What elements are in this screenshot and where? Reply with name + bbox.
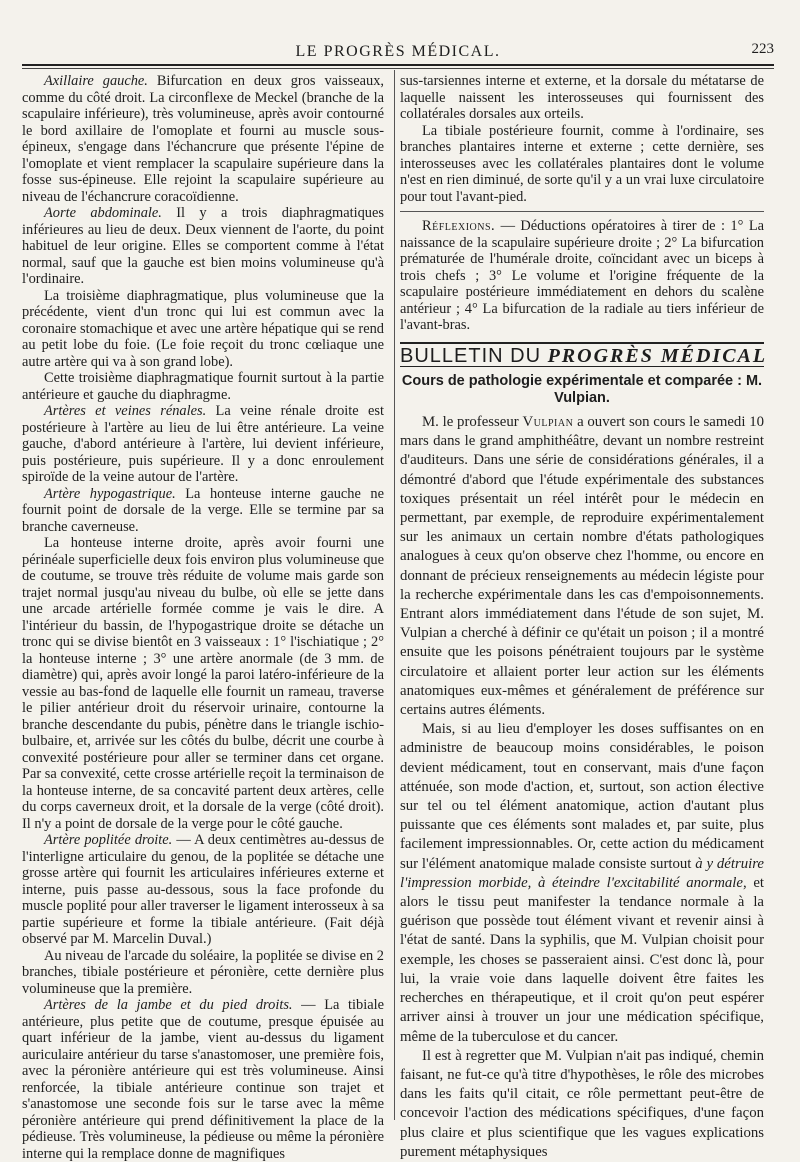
subheading-poplitee: Artère poplitée droite. — [44, 832, 173, 848]
subheading-renales: Artères et veines rénales. — [44, 403, 207, 419]
paragraph-text: — Déductions opératoires à tirer de : 1° La naissance de la scapulaire supérieure droite ; 2° La bifurcation prématurée de l'humérale droite, coïncidant avec un biceps à trois chefs ; 3° Le volume et l'origine fréquente de la scapulaire postérieure immédiatement en dehors du scalène antérieur ; 4° La bifurcation de la radiale au tiers inférieur de l'avant-bras. — [400, 218, 764, 333]
subheading-aorte: Aorte abdominale. — [44, 205, 162, 221]
bulletin-title-plain: BULLETIN DU — [400, 344, 548, 367]
paragraph-jambe-pied — [22, 997, 384, 1162]
header-rule — [22, 64, 774, 66]
italic-phrase: à y détruire l'impression morbide, à éteindre l'excitabilité anormale — [400, 855, 764, 891]
paragraph-renales — [22, 403, 384, 486]
paragraph-tibiale-posterieure: La tibiale postérieure fournit, comme à l'ordinaire, ses branches plantaires interne et externe ; cette dernière, ses interosseuses avec les collatérales plantaires dont le volume n'est en rien diminué, de sorte qu'il y a un vrai luxe circulatoire pour tout l'avant-pied. — [400, 122, 764, 205]
subheading-axillaire: Axillaire gauche. — [44, 73, 148, 89]
subheading-reflexions: Réflexions. — [422, 218, 496, 234]
paragraph-microbes: Il est à regretter que M. Vulpian n'ait pas indiqué, chemin faisant, ne fut-ce qu'à titre d'hypothèses, le rôle des microbes dans les faits qu'il citait, ce rôle permettant peut-être de concevoir l'action des médications spécifiques, d'une façon plus claire et plus scientifique que les vagues explications purement métaphysiques — [400, 1047, 764, 1160]
paragraph-poplitee — [22, 832, 384, 948]
paragraph-aorte — [22, 205, 384, 288]
bulletin-title — [400, 342, 768, 368]
subheading-hypogastrique: Artère hypogastrique. — [44, 485, 176, 502]
right-column — [400, 73, 768, 1162]
running-header — [22, 38, 774, 62]
paragraph-continuation: sus-tarsiennes interne et externe, et la dorsale du métatarse de laquelle naissent les interosseuses qui fournissent des collatérales dorsales aux orteils. — [400, 73, 764, 122]
divider — [400, 211, 764, 212]
paragraph-text: — A deux centimètres au-dessus de l'interligne articulaire du genou, de la poplitée se détache une grosse artère qui fournit les articulaires inférieures externe et interne, puis passe au-dessous, sous la face profonde du muscle poplité pour aller traverser le ligament interosseux à sa partie supérieure et forme la tibiale antérieure. (Fait déjà observé par M. Marcelin Duval.) — [22, 832, 384, 947]
paragraph-honteuse: La honteuse interne droite, après avoir fourni une périnéale superficielle deux fois environ plus volumineuse que de coutume, se trouve très réduite de volume mais garde son trajet normal jusqu'au niveau du bulbe, où elle se jette dans une arcade artérielle formée comme je vais le dire. A l'intérieur du bassin, de l'hypogastrique droite se détache un tronc qui se divise bientôt en 3 vaisseaux : 1° l'ischiatique ; 2° la honteuse interne ; 3° une artère anormale (de 3 mm. de diamètre) qui, après avoir longé la paroi latéro-inférieure de la vessie au bas-fond de laquelle elle fournit un rameau, traverse le pilier antérieur droit du réservoir urinaire, contourne la branche descendante du pubis, pénètre dans le triangle ischio-bulbaire, et, arrivée sur les côtés du bulbe, décrit une courbe à convexité postérieure pour aller se terminer dans cet organe. Par sa convexité, cette crosse artérielle reçoit la terminaison de la honteuse interne, de sa concavité partent deux artères, celle du corps caverneux droit, et la dorsale de la verge (côté droit). Il n'y a point de dorsale de la verge pour le côté gauche. — [22, 535, 385, 832]
journal-title: LE PROGRÈS MÉDICAL. — [295, 43, 501, 60]
paragraph-cours — [400, 413, 764, 720]
paragraph-reflexions — [400, 218, 764, 334]
column-divider — [394, 70, 395, 1120]
paragraph-text: La veine rénale droite est postérieure à l'artère au lieu de lui être antérieure. La veine gauche, d'abord antérieure à l'artère, lui devient inférieure, puis postérieure, puis supérieure. Il y a donc enroulement spiroïde de la veine autour de l'artère. — [22, 403, 384, 485]
left-column — [22, 73, 384, 1162]
paragraph-hypogastrique — [22, 486, 384, 536]
paragraph-diaphragmatique-2: Cette troisième diaphragmatique fournit surtout à la partie antérieure et gauche du diaphragme. — [22, 370, 384, 403]
paragraph-text: , et alors le tissu peut manifester la tendance normale à la guérison que possède tout élément vivant et revenir ainsi à l'état de santé. Dans la syphilis, que M. Vulpian choisit pour exemple, les choses se passeraient ainsi. C'est donc là, pour lui, la vraie voie dans laquelle doivent être faites les recherches en thérapeutique, et il croit qu'on peut espérer arriver ainsi à trouver un jour une médication spécifique, même de la tuberculose et du cancer. — [400, 874, 764, 1045]
paragraph-soleaire: Au niveau de l'arcade du soléaire, la poplitée se divise en 2 branches, tibiale postérieure et péronière, cette dernière plus volumineuse que la première. — [22, 947, 384, 997]
paragraph-text: — La tibiale antérieure, plus petite que de coutume, presque épuisée au quart inférieur de la jambe, vient au-dessus du ligament auriculaire antérieur du tarse s'anastomoser, une première fois, avec la péronière antérieure qui est très volumineuse. Ainsi renforcée, la tibiale antérieure continue son trajet et s'anastomose une seconde fois sur le tarse avec la même péronière antérieure qui prend définitivement la place de la pédieuse. Très volumineuse, la pédieuse ou même la péronière interne qui la remplace donne de magnifiques — [22, 997, 384, 1162]
paragraph-text: La honteuse interne gauche ne fournit point de dorsale de la verge. Elle se termine par sa branche caverneuse. — [22, 485, 384, 535]
paragraph-text: Bifurcation en deux gros vaisseaux, comme du côté droit. La circonflexe de Meckel (branche de la scapulaire inférieure), très volumineuse, après avoir contourné le bord axillaire de l'omoplate et fourni au muscle sous-épineux, s'engage dans l'échancrure que présente l'épine de l'omoplate et vient remplacer la scapulaire supérieure dans la fosse sus-épineuse. Elle rejoint la scapulaire supérieure au niveau de l'échancrure coracoïdienne. — [22, 73, 384, 205]
article-body — [400, 413, 764, 1162]
header-rule-thin — [22, 68, 774, 69]
paragraph-diaphragmatique: La troisième diaphragmatique, plus volumineuse que la précédente, vient d'un tronc qui lui est commun avec la coronaire stomachique et avec une artère hépatique qui se rend au petit lobe du foie. (Le foie reçoit du tronc cœliaque une autre artère qui va à son grand lobe). — [22, 287, 384, 370]
section-heading: Cours de pathologie expérimentale et comparée : M. Vulpian. — [401, 373, 763, 406]
paragraph-text: Il y a trois diaphragmatiques inférieures au lieu de deux. Deux viennent de l'aorte, du point habituel de leur origine. Elles se comportent comme à l'état normal, sauf que la gauche est bien moins volumineuse qu'à l'ordinaire. — [22, 205, 384, 287]
professor-name: Vulpian — [522, 414, 574, 430]
paragraph-text: M. le professeur — [422, 414, 523, 430]
page-number: 223 — [751, 41, 774, 57]
paragraph-medicament — [400, 720, 764, 1046]
bulletin-title-italic: PROGRÈS MÉDICAL — [547, 344, 768, 367]
subheading-jambe-pied: Artères de la jambe et du pied droits. — [44, 997, 293, 1013]
paragraph-axillaire — [22, 73, 384, 205]
paragraph-text: Mais, si au lieu d'employer les doses suffisantes on en administre de beaucoup moins considérables, le poison devient médicament, tout en conservant, mais d'une façon atténuée, son mode d'action, et, surtout, son action élective sur tel ou tel élément anatomique, action d'autant plus puissante que ces éléments sont malades et, par suite, plus facilement impressionnables. Or, cette action du médicament sur l'élément anatomique malade consiste surtout — [400, 721, 764, 872]
paragraph-text: a ouvert son cours le samedi 10 mars dans le grand amphithéâtre, devant un nombre restreint d'auditeurs. Dans une série de considérations générales, il a démontré d'abord que l'étude expérimentale des substances toxiques présentait un réel intérêt pour le médecin en permettant, par exemple, de reproduire expérimentalement sur les animaux un certain nombre d'états pathologiques analogues à ceux qu'on observe chez l'homme, ou encore en donnant de précieux renseignements au médecin légiste pour la recherche expérimentale dans les cas d'empoisonnements. Entrant alors immédiatement dans l'étude de son sujet, M. Vulpian a cherché à définir ce qu'était un poison ; il a montré ensuite que les poisons pénétraient toujours par le système circulatoire et allaient porter leur action sur les éléments anatomiques eux-mêmes et généralement de préférence sur certains autres éléments. — [400, 414, 764, 719]
